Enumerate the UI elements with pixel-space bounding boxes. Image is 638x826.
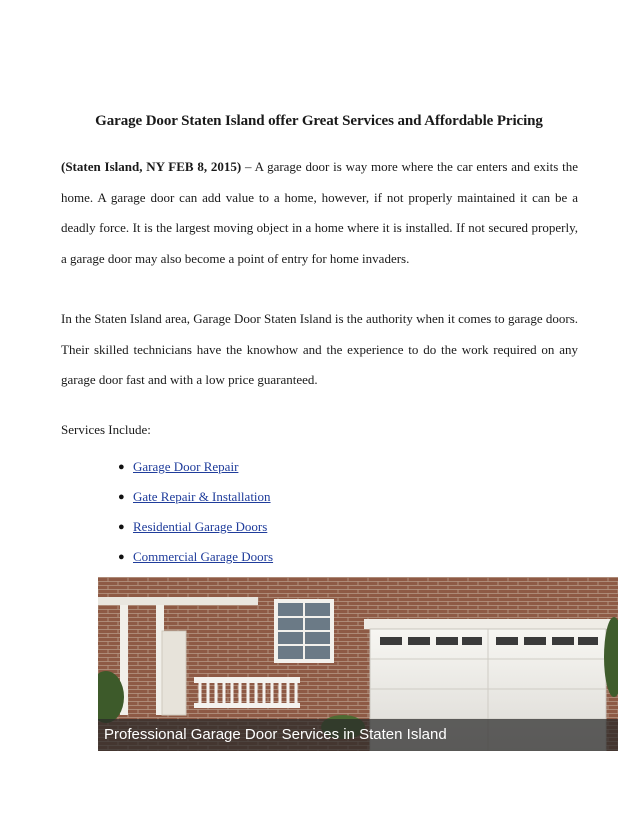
services-list	[118, 452, 273, 572]
bullet-icon: ●	[118, 491, 125, 503]
service-link-gate-repair[interactable]: Gate Repair & Installation	[133, 489, 271, 504]
list-item	[118, 482, 273, 512]
front-door	[162, 631, 186, 715]
bullet-icon: ●	[118, 551, 125, 563]
caption-bar	[98, 719, 618, 751]
list-item	[118, 512, 273, 542]
service-link-residential[interactable]: Residential Garage Doors	[133, 519, 268, 534]
bullet-icon: ●	[118, 521, 125, 533]
bullet-icon: ●	[118, 461, 125, 473]
dateline: (Staten Island, NY FEB 8, 2015)	[61, 159, 242, 174]
garage-photo	[98, 577, 618, 751]
services-label: Services Include:	[61, 422, 151, 437]
service-link-commercial[interactable]: Commercial Garage Doors	[133, 549, 274, 564]
list-item	[118, 542, 273, 572]
intro-paragraph	[61, 152, 578, 274]
list-item	[118, 452, 273, 482]
window	[274, 599, 334, 663]
authority-paragraph: In the Staten Island area, Garage Door Staten Island is the authority when it comes to garage doors. Their skilled technicians have the knowhow and the experience to do the work required on any garage door fast and with a low price guaranteed.	[61, 311, 578, 387]
intro-text: – A garage door is way more where the car enters and exits the home. A garage door can add value to a home, however, if not properly maintained it can be a deadly force. It is the largest moving object in a home where it is installed. If not secured properly, a garage door may also become a point of entry for home invaders.	[61, 159, 578, 266]
page-title: Garage Door Staten Island offer Great Services and Affordable Pricing	[95, 113, 543, 129]
image-caption: Professional Garage Door Services in Staten Island	[104, 726, 447, 743]
garage-trim	[364, 619, 612, 629]
porch-roof	[98, 597, 258, 605]
service-link-garage-door-repair[interactable]: Garage Door Repair	[133, 459, 239, 474]
